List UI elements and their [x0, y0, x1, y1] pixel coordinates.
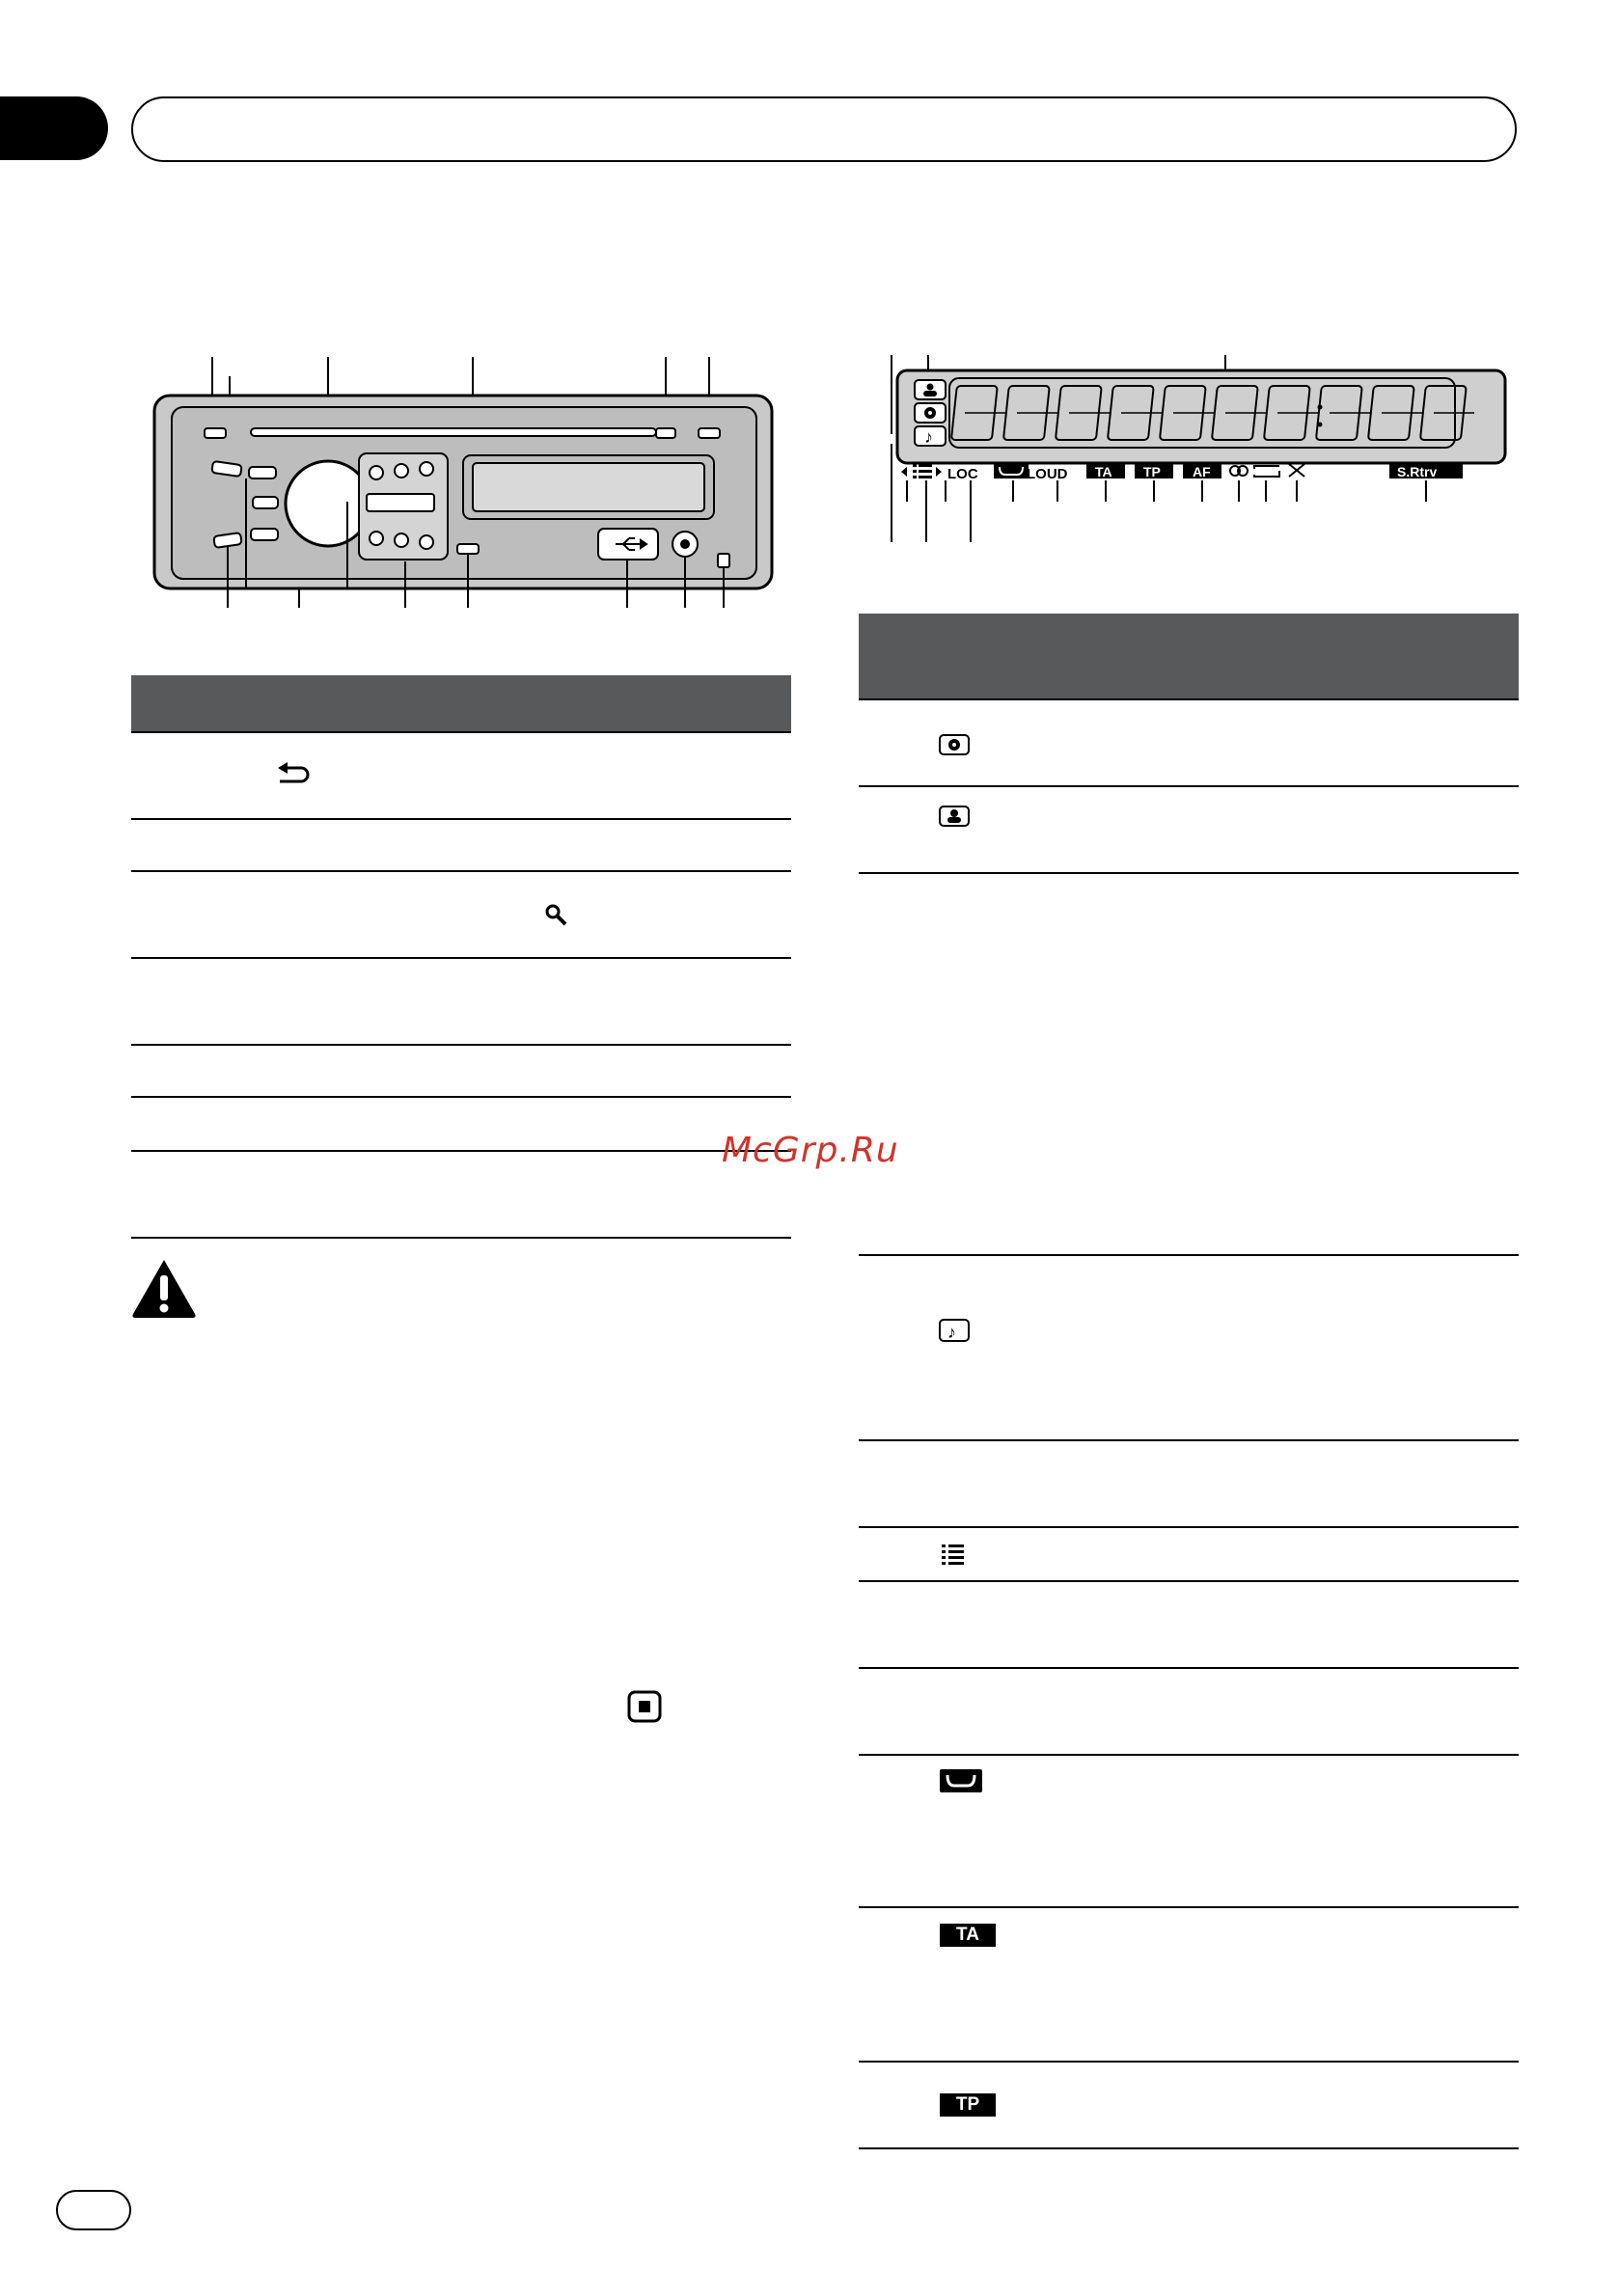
- title-bar: [131, 96, 1517, 162]
- artist-icon: [938, 805, 971, 828]
- tp-indicator: TP: [1143, 464, 1161, 479]
- top-left-button: [205, 428, 226, 438]
- sretrv-indicator: S.Rtrv: [1397, 464, 1438, 479]
- af-indicator: AF: [1193, 464, 1211, 479]
- left-table-header: [131, 675, 791, 731]
- table-rule: [859, 1754, 1519, 1756]
- ta-badge-label: TA: [956, 1925, 979, 1945]
- song-icon: [938, 1318, 971, 1343]
- table-rule: [859, 1667, 1519, 1669]
- watermark: McGrp.Ru: [722, 1131, 899, 1170]
- display-window: [473, 463, 704, 511]
- disc-slot: [251, 428, 656, 436]
- search-icon: [544, 903, 569, 928]
- table-rule: [131, 870, 791, 872]
- tp-badge: [940, 2093, 996, 2117]
- section-tab: [0, 96, 108, 160]
- table-rule: [859, 698, 1519, 700]
- loudness-icon: [940, 1769, 982, 1792]
- top-right-button: [699, 428, 720, 438]
- stop-icon: [627, 1690, 662, 1723]
- table-rule: [131, 731, 791, 733]
- table-rule: [859, 2061, 1519, 2063]
- table-rule: [131, 1044, 791, 1046]
- eject-button: [656, 428, 675, 438]
- warning-icon: [129, 1256, 199, 1320]
- list-icon: [913, 464, 932, 478]
- shuffle-icon: [1289, 464, 1304, 477]
- table-rule: [859, 2147, 1519, 2149]
- svg-text:♪: ♪: [947, 1323, 956, 1342]
- ta-badge: [940, 1924, 996, 1947]
- table-rule: [859, 1439, 1519, 1441]
- table-rule: [131, 1237, 791, 1239]
- random-icon: [1230, 466, 1248, 476]
- multi-control-knob: [286, 461, 370, 546]
- head-unit-diagram: [145, 347, 782, 627]
- loudness-indicator-box: [994, 463, 1029, 478]
- table-rule: [131, 1096, 791, 1098]
- table-rule: [859, 872, 1519, 874]
- detach-button: [718, 554, 729, 567]
- table-rule: [859, 1526, 1519, 1528]
- table-rule: [859, 1254, 1519, 1256]
- table-rule: [859, 1906, 1519, 1908]
- tp-badge-label: TP: [955, 2094, 980, 2115]
- repeat-icon: [1254, 466, 1279, 477]
- ta-indicator: TA: [1095, 464, 1112, 479]
- svg-text:♪: ♪: [924, 427, 933, 447]
- page-language-badge: [56, 2190, 131, 2230]
- lcd-display-diagram: [868, 347, 1524, 560]
- back-arrow-icon: [276, 762, 311, 787]
- table-rule: [131, 818, 791, 820]
- list-icon: [942, 1544, 965, 1565]
- table-rule: [131, 1150, 791, 1152]
- display-button: [457, 544, 479, 554]
- loc-indicator: LOC: [947, 466, 978, 482]
- table-rule: [131, 957, 791, 959]
- right-table-header: [859, 614, 1519, 698]
- table-rule: [859, 1580, 1519, 1582]
- disc-icon: [938, 733, 971, 756]
- table-rule: [859, 785, 1519, 787]
- loud-indicator: LOUD: [1027, 466, 1068, 482]
